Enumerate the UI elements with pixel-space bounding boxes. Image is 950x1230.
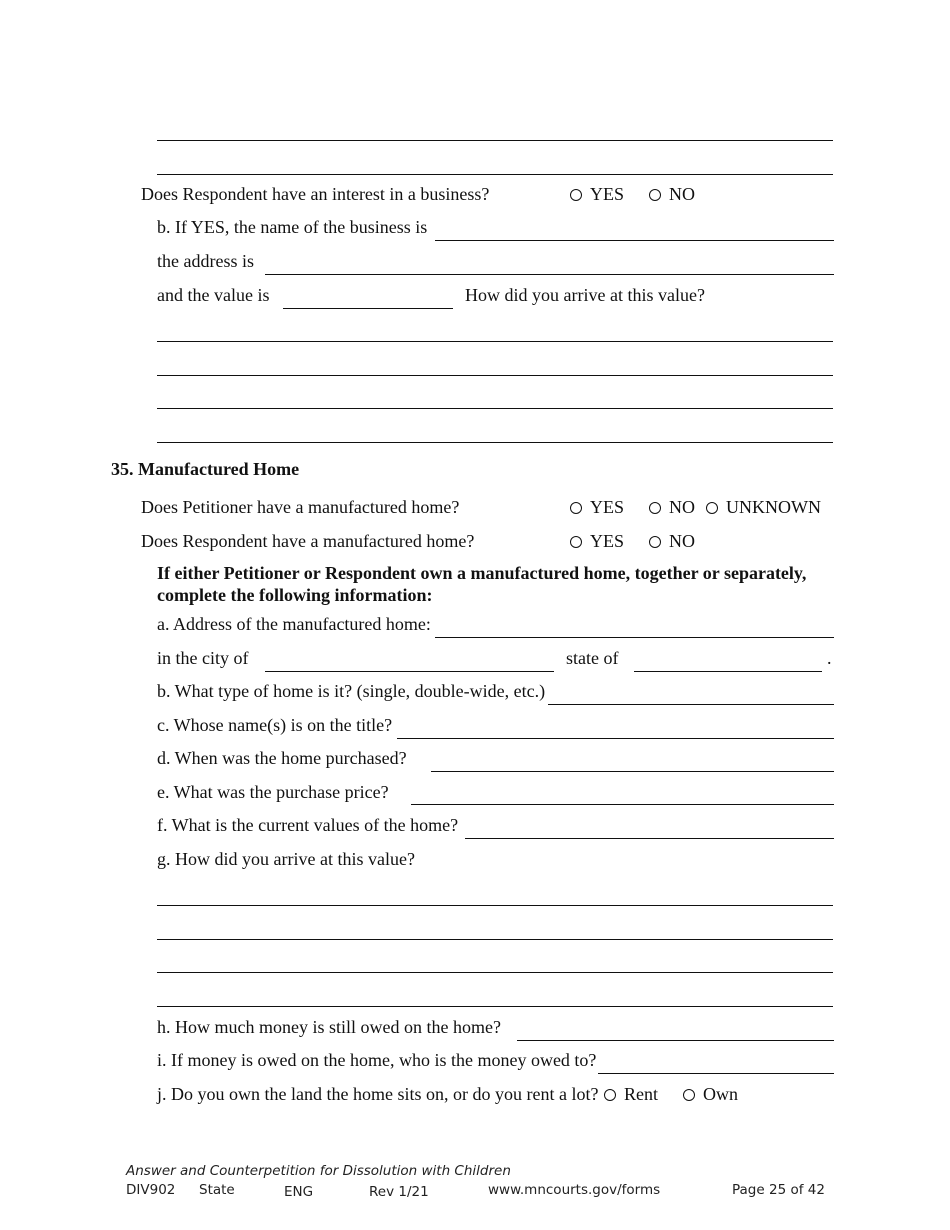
footer-form-title: Answer and Counterpetition for Dissolution with Children — [126, 1163, 511, 1179]
business-value-label: and the value is — [157, 285, 270, 305]
radio-circle-icon — [649, 189, 661, 201]
answer-line[interactable] — [157, 1006, 833, 1007]
price-label: e. What was the purchase price? — [157, 782, 389, 802]
owed-field[interactable] — [517, 1040, 834, 1041]
instruction-line-2: complete the following information: — [157, 585, 433, 605]
footer-page-number: Page 25 of 42 — [732, 1182, 825, 1198]
answer-line[interactable] — [157, 442, 833, 443]
business-address-label: the address is — [157, 251, 254, 271]
answer-line[interactable] — [157, 972, 833, 973]
price-field[interactable] — [411, 804, 834, 805]
section-title: 35. Manufactured Home — [111, 459, 300, 479]
type-label: b. What type of home is it? (single, double-wide, etc.) — [157, 681, 546, 701]
footer-revision: Rev 1/21 — [369, 1184, 429, 1200]
business-how-label: How did you arrive at this value? — [465, 285, 705, 305]
business-no-radio[interactable]: NO — [649, 183, 695, 205]
title-name-field[interactable] — [397, 738, 834, 739]
footer-jurisdiction: State — [199, 1182, 235, 1198]
land-question: j. Do you own the land the home sits on, or do you rent a lot? — [157, 1084, 599, 1104]
owed-to-label: i. If money is owed on the home, who is the money owed to? — [157, 1050, 597, 1070]
business-address-field[interactable] — [265, 274, 834, 275]
title-name-label: c. Whose name(s) is on the title? — [157, 715, 393, 735]
radio-circle-icon — [570, 189, 582, 201]
petitioner-unknown-radio[interactable]: UNKNOWN — [706, 496, 821, 518]
state-label: state of — [566, 648, 619, 668]
state-field[interactable] — [634, 671, 822, 672]
city-field[interactable] — [265, 671, 554, 672]
radio-circle-icon — [649, 502, 661, 514]
footer-language: ENG — [284, 1184, 314, 1200]
petitioner-no-radio[interactable]: NO — [649, 496, 695, 518]
business-question: Does Respondent have an interest in a business? — [141, 184, 490, 204]
owed-to-field[interactable] — [598, 1073, 834, 1074]
owed-label: h. How much money is still owed on the home? — [157, 1017, 501, 1037]
radio-circle-icon — [683, 1089, 695, 1101]
rent-radio[interactable]: Rent — [604, 1083, 658, 1105]
business-name-field[interactable] — [435, 240, 834, 241]
instruction-line-1: If either Petitioner or Respondent own a manufactured home, together or separately, — [157, 563, 807, 583]
radio-circle-icon — [570, 502, 582, 514]
respondent-yes-radio[interactable]: YES — [570, 530, 624, 552]
footer-url[interactable]: www.mncourts.gov/forms — [488, 1182, 661, 1198]
type-field[interactable] — [548, 704, 834, 705]
answer-line[interactable] — [157, 939, 833, 940]
respondent-no-radio[interactable]: NO — [649, 530, 695, 552]
answer-line[interactable] — [157, 140, 833, 141]
period-text: . — [827, 648, 832, 668]
current-value-field[interactable] — [465, 838, 834, 839]
radio-circle-icon — [570, 536, 582, 548]
purchased-label: d. When was the home purchased? — [157, 748, 407, 768]
how-value-label: g. How did you arrive at this value? — [157, 849, 415, 869]
business-name-label: b. If YES, the name of the business is — [157, 217, 428, 237]
radio-circle-icon — [604, 1089, 616, 1101]
answer-line[interactable] — [157, 905, 833, 906]
petitioner-yes-radio[interactable]: YES — [570, 496, 624, 518]
city-label: in the city of — [157, 648, 249, 668]
radio-circle-icon — [706, 502, 718, 514]
current-value-label: f. What is the current values of the home? — [157, 815, 459, 835]
footer-form-code: DIV902 — [126, 1182, 176, 1198]
answer-line[interactable] — [157, 408, 833, 409]
business-yes-radio[interactable]: YES — [570, 183, 624, 205]
petitioner-question: Does Petitioner have a manufactured home? — [141, 497, 460, 517]
own-radio[interactable]: Own — [683, 1083, 738, 1105]
radio-circle-icon — [649, 536, 661, 548]
respondent-question: Does Respondent have a manufactured home? — [141, 531, 475, 551]
address-field[interactable] — [435, 637, 834, 638]
business-value-field[interactable] — [283, 308, 453, 309]
answer-line[interactable] — [157, 174, 833, 175]
address-label: a. Address of the manufactured home: — [157, 614, 431, 634]
answer-line[interactable] — [157, 375, 833, 376]
purchased-field[interactable] — [431, 771, 834, 772]
answer-line[interactable] — [157, 341, 833, 342]
